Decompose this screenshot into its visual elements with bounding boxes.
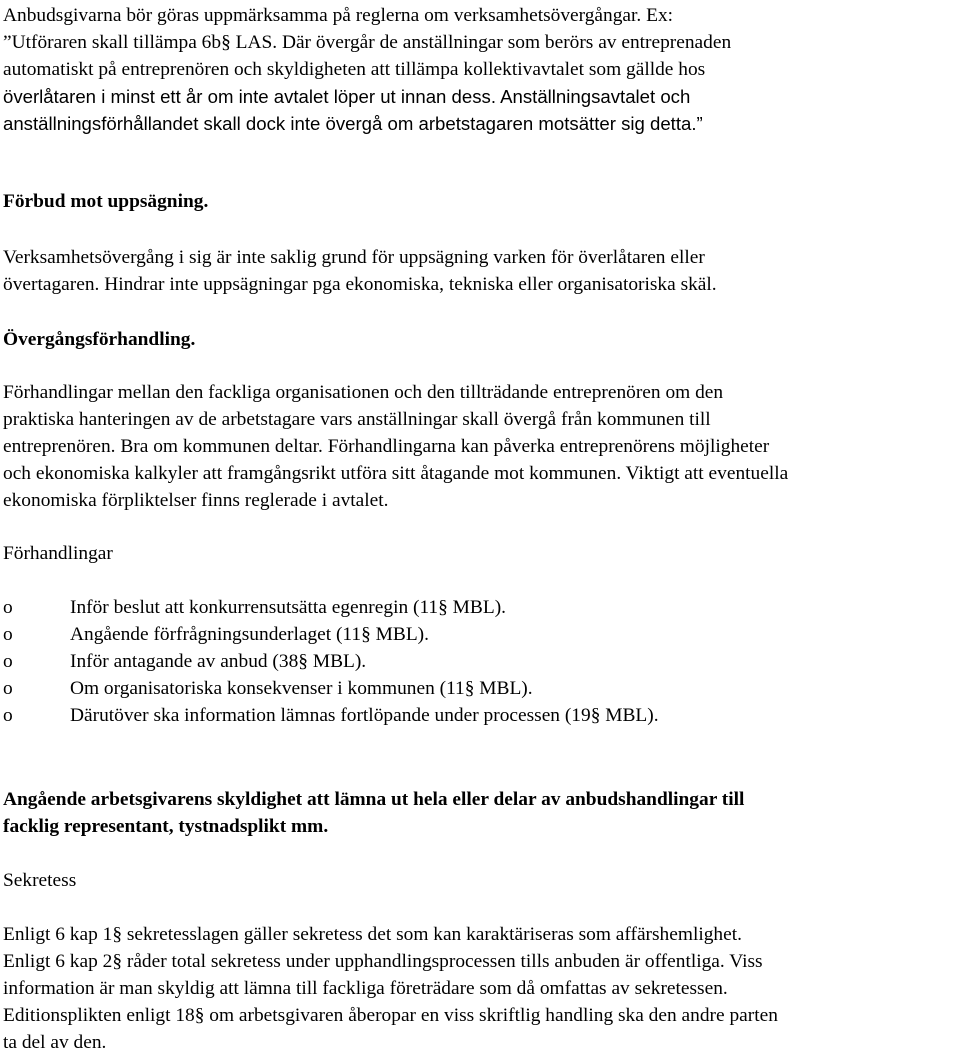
overgang-line: ekonomiska förpliktelser finns reglerade i avtalet. — [3, 490, 389, 511]
intro-line: Anbudsgivarna bör göras uppmärksamma på reglerna om verksamhetsövergångar. Ex: — [3, 5, 674, 26]
overgang-line: och ekonomiska kalkyler att framgångsrikt utföra sitt åtagande mot kommunen. Viktigt att eventuella — [3, 463, 789, 484]
list-item — [3, 648, 958, 675]
intro-line: anställningsförhållandet skall dock inte övergå om arbetstagaren motsätter sig detta.” — [3, 113, 703, 134]
list-item-text: Inför antagande av anbud (38§ MBL). — [70, 651, 367, 672]
bullet-marker: o — [3, 624, 13, 645]
list-item — [3, 594, 958, 621]
sekretess-heading: Sekretess — [3, 870, 77, 891]
skyldighet-line: Angående arbetsgivarens skyldighet att lämna ut hela eller delar av anbudshandlingar till — [3, 789, 745, 810]
overgang-heading: Övergångsförhandling. — [3, 329, 196, 350]
sekretess-line: Enligt 6 kap 2§ råder total sekretess under upphandlingsprocessen tills anbuden är offentliga. Viss — [3, 951, 763, 972]
overgang-line: entreprenören. Bra om kommunen deltar. Förhandlingarna kan påverka entreprenörens möjligheter — [3, 436, 770, 457]
forhandlingar-list-wrap — [3, 594, 958, 729]
bullet-marker: o — [3, 678, 13, 699]
forbud-line: övertagaren. Hindrar inte uppsägningar pga ekonomiska, tekniska eller organisatoriska skäl. — [3, 274, 717, 295]
list-item — [3, 675, 958, 702]
skyldighet-line: facklig representant, tystnadsplikt mm. — [3, 816, 329, 837]
list-item-text: Därutöver ska information lämnas fortlöpande under processen (19§ MBL). — [70, 705, 659, 726]
overgang-line: Förhandlingar mellan den fackliga organisationen och den tillträdande entreprenören om den — [3, 382, 724, 403]
forbud-line: Verksamhetsövergång i sig är inte saklig grund för uppsägning varken för överlåtaren eller — [3, 247, 705, 268]
overgang-section — [3, 326, 958, 353]
bullet-marker: o — [3, 651, 13, 672]
intro-line: automatiskt på entreprenören och skyldigheten att tillämpa kollektivavtalet som gällde hos — [3, 59, 706, 80]
bullet-marker: o — [3, 705, 13, 726]
sekretess-line: ta del av den. — [3, 1032, 107, 1053]
forhandlingar-heading: Förhandlingar — [3, 543, 113, 564]
intro-line: överlåtaren i minst ett år om inte avtalet löper ut innan dess. Anställningsavtalet och — [3, 86, 691, 107]
skyldighet-heading — [3, 786, 958, 840]
intro-line: ”Utföraren skall tillämpa 6b§ LAS. Där övergår de anställningar som berörs av entreprenaden — [3, 32, 732, 53]
list-item — [3, 702, 958, 729]
list-item-text: Inför beslut att konkurrensutsätta egenregin (11§ MBL). — [70, 597, 506, 618]
list-item — [3, 621, 958, 648]
list-item-text: Om organisatoriska konsekvenser i kommunen (11§ MBL). — [70, 678, 533, 699]
overgang-line: praktiska hanteringen av de arbetstagare vars anställningar skall övergå från kommunen till — [3, 409, 711, 430]
sekretess-line: Enligt 6 kap 1§ sekretesslagen gäller sekretess det som kan karaktäriseras som affärshemlighet. — [3, 924, 742, 945]
bullet-marker: o — [3, 597, 13, 618]
list-item-text: Angående förfrågningsunderlaget (11§ MBL). — [70, 624, 429, 645]
sekretess-paragraph — [3, 921, 958, 1056]
sekretess-line: Editionsplikten enligt 18§ om arbetsgivaren åberopar en viss skriftlig handling ska den andre parten — [3, 1005, 778, 1026]
forbud-heading: Förbud mot uppsägning. — [3, 191, 209, 212]
sekretess-line: information är man skyldig att lämna till fackliga företrädare som då omfattas av sekretessen. — [3, 978, 728, 999]
forhandlingar-section — [3, 540, 958, 567]
intro-paragraph — [3, 2, 958, 137]
forbud-section — [3, 188, 958, 215]
overgang-paragraph — [3, 379, 958, 514]
forhandlingar-list — [3, 594, 958, 729]
forbud-paragraph — [3, 244, 958, 298]
sekretess-section — [3, 867, 958, 894]
